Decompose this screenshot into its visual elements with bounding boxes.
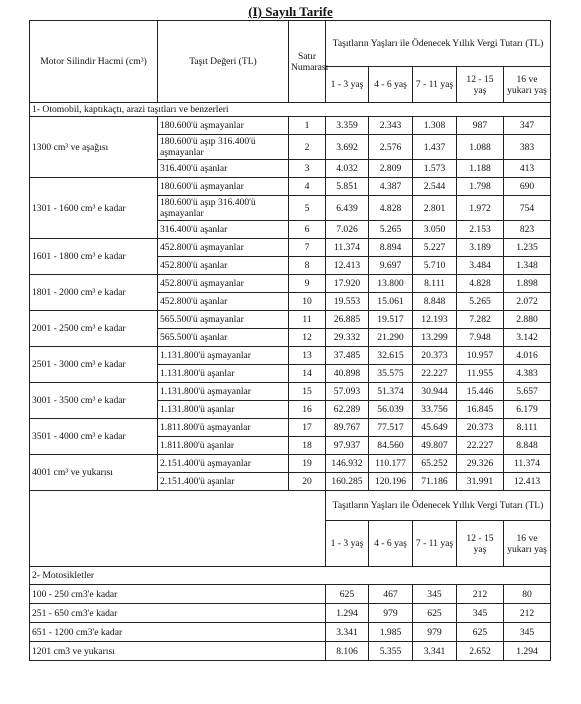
value-cell: 1.798 bbox=[457, 178, 504, 196]
deger-cell: 452.800'ü aşanlar bbox=[158, 293, 289, 311]
value-cell: 110.177 bbox=[369, 455, 413, 473]
value-cell: 21.290 bbox=[369, 329, 413, 347]
value-cell: 1.088 bbox=[457, 135, 504, 160]
deger-cell: 2.151.400'ü aşmayanlar bbox=[158, 455, 289, 473]
value-cell: 1.437 bbox=[413, 135, 457, 160]
value-cell: 22.227 bbox=[413, 365, 457, 383]
value-cell: 3.359 bbox=[326, 117, 369, 135]
value-cell: 8.111 bbox=[504, 419, 551, 437]
section-row bbox=[30, 103, 551, 117]
header-deger: Taşıt Değeri (TL) bbox=[158, 21, 289, 103]
value-cell: 17.920 bbox=[326, 275, 369, 293]
header-satir: Satır Numarası bbox=[289, 21, 326, 103]
value-cell: 383 bbox=[504, 135, 551, 160]
tax-table bbox=[29, 20, 551, 661]
value-cell: 35.575 bbox=[369, 365, 413, 383]
value-cell: 11.955 bbox=[457, 365, 504, 383]
deger-cell: 1.131.800'ü aşanlar bbox=[158, 401, 289, 419]
value-cell: 625 bbox=[457, 623, 504, 642]
value-cell: 8.848 bbox=[504, 437, 551, 455]
value-cell: 11.374 bbox=[326, 239, 369, 257]
table-row bbox=[30, 585, 551, 604]
value-cell: 4.383 bbox=[504, 365, 551, 383]
satir-cell: 20 bbox=[289, 473, 326, 491]
header-tutar: Taşıtların Yaşları ile Ödenecek Yıllık Vergi Tutarı (TL) bbox=[326, 21, 551, 67]
value-cell: 6.439 bbox=[326, 196, 369, 221]
value-cell: 5.657 bbox=[504, 383, 551, 401]
value-cell: 26.885 bbox=[326, 311, 369, 329]
satir-cell: 19 bbox=[289, 455, 326, 473]
value-cell: 1.348 bbox=[504, 257, 551, 275]
motor-cell: 4001 cm³ ve yukarısı bbox=[30, 455, 158, 491]
moto-label-cell: 100 - 250 cm3'e kadar bbox=[30, 585, 326, 604]
value-cell: 625 bbox=[413, 604, 457, 623]
value-cell: 2.576 bbox=[369, 135, 413, 160]
deger-cell: 565.500'ü aşmayanlar bbox=[158, 311, 289, 329]
motor-cell: 1801 - 2000 cm³ e kadar bbox=[30, 275, 158, 311]
value-cell: 20.373 bbox=[457, 419, 504, 437]
value-cell: 12.193 bbox=[413, 311, 457, 329]
value-cell: 467 bbox=[369, 585, 413, 604]
value-cell: 4.016 bbox=[504, 347, 551, 365]
deger-cell: 180.600'ü aşıp 316.400'ü aşmayanlar bbox=[158, 196, 289, 221]
value-cell: 5.265 bbox=[457, 293, 504, 311]
value-cell: 7.282 bbox=[457, 311, 504, 329]
page-title: (I) Sayılı Tarife bbox=[248, 4, 333, 19]
table-row bbox=[30, 275, 551, 293]
value-cell: 56.039 bbox=[369, 401, 413, 419]
deger-cell: 1.131.800'ü aşmayanlar bbox=[158, 347, 289, 365]
satir-cell: 15 bbox=[289, 383, 326, 401]
value-cell: 1.294 bbox=[504, 642, 551, 661]
value-cell: 2.809 bbox=[369, 160, 413, 178]
value-cell: 16.845 bbox=[457, 401, 504, 419]
satir-cell: 6 bbox=[289, 221, 326, 239]
value-cell: 5.710 bbox=[413, 257, 457, 275]
motor-cell: 2001 - 2500 cm³ e kadar bbox=[30, 311, 158, 347]
value-cell: 19.517 bbox=[369, 311, 413, 329]
value-cell: 347 bbox=[504, 117, 551, 135]
value-cell: 19.553 bbox=[326, 293, 369, 311]
motor-cell: 1601 - 1800 cm³ e kadar bbox=[30, 239, 158, 275]
value-cell: 3.341 bbox=[326, 623, 369, 642]
value-cell: 2.343 bbox=[369, 117, 413, 135]
table-row bbox=[30, 347, 551, 365]
value-cell: 120.196 bbox=[369, 473, 413, 491]
motor-cell: 3501 - 4000 cm³ e kadar bbox=[30, 419, 158, 455]
deger-cell: 452.800'ü aşmayanlar bbox=[158, 275, 289, 293]
satir-cell: 11 bbox=[289, 311, 326, 329]
table-row bbox=[30, 623, 551, 642]
satir-cell: 9 bbox=[289, 275, 326, 293]
value-cell: 2.544 bbox=[413, 178, 457, 196]
satir-cell: 3 bbox=[289, 160, 326, 178]
value-cell: 4.828 bbox=[369, 196, 413, 221]
value-cell: 1.188 bbox=[457, 160, 504, 178]
table-row bbox=[30, 604, 551, 623]
value-cell: 5.851 bbox=[326, 178, 369, 196]
satir-cell: 7 bbox=[289, 239, 326, 257]
value-cell: 8.848 bbox=[413, 293, 457, 311]
value-cell: 40.898 bbox=[326, 365, 369, 383]
section-row bbox=[30, 567, 551, 585]
table-row bbox=[30, 419, 551, 437]
value-cell: 6.179 bbox=[504, 401, 551, 419]
header-age: 1 - 3 yaş bbox=[326, 521, 369, 567]
motor-cell: 1301 - 1600 cm³ e kadar bbox=[30, 178, 158, 239]
satir-cell: 10 bbox=[289, 293, 326, 311]
value-cell: 3.484 bbox=[457, 257, 504, 275]
satir-cell: 12 bbox=[289, 329, 326, 347]
satir-cell: 16 bbox=[289, 401, 326, 419]
deger-cell: 180.600'ü aşıp 316.400'ü aşmayanlar bbox=[158, 135, 289, 160]
value-cell: 345 bbox=[413, 585, 457, 604]
value-cell: 754 bbox=[504, 196, 551, 221]
table-row bbox=[30, 642, 551, 661]
value-cell: 3.050 bbox=[413, 221, 457, 239]
header-age: 12 - 15 yaş bbox=[457, 521, 504, 567]
table-row bbox=[30, 311, 551, 329]
motor-cell: 2501 - 3000 cm³ e kadar bbox=[30, 347, 158, 383]
deger-cell: 1.811.800'ü aşanlar bbox=[158, 437, 289, 455]
value-cell: 2.652 bbox=[457, 642, 504, 661]
deger-cell: 2.151.400'ü aşanlar bbox=[158, 473, 289, 491]
header-age: 4 - 6 yaş bbox=[369, 67, 413, 103]
value-cell: 212 bbox=[504, 604, 551, 623]
satir-cell: 14 bbox=[289, 365, 326, 383]
deger-cell: 1.131.800'ü aşmayanlar bbox=[158, 383, 289, 401]
satir-cell: 13 bbox=[289, 347, 326, 365]
value-cell: 413 bbox=[504, 160, 551, 178]
value-cell: 146.932 bbox=[326, 455, 369, 473]
value-cell: 1.308 bbox=[413, 117, 457, 135]
satir-cell: 8 bbox=[289, 257, 326, 275]
value-cell: 7.026 bbox=[326, 221, 369, 239]
deger-cell: 452.800'ü aşanlar bbox=[158, 257, 289, 275]
deger-cell: 1.131.800'ü aşanlar bbox=[158, 365, 289, 383]
value-cell: 1.235 bbox=[504, 239, 551, 257]
deger-cell: 452.800'ü aşmayanlar bbox=[158, 239, 289, 257]
header-age: 7 - 11 yaş bbox=[413, 521, 457, 567]
table-row bbox=[30, 178, 551, 196]
header-motor: Motor Silindir Hacmi (cm³) bbox=[30, 21, 158, 103]
value-cell: 1.972 bbox=[457, 196, 504, 221]
value-cell: 979 bbox=[413, 623, 457, 642]
deger-cell: 316.400'ü aşanlar bbox=[158, 221, 289, 239]
value-cell: 9.697 bbox=[369, 257, 413, 275]
value-cell: 33.756 bbox=[413, 401, 457, 419]
value-cell: 8.894 bbox=[369, 239, 413, 257]
value-cell: 2.072 bbox=[504, 293, 551, 311]
deger-cell: 180.600'ü aşmayanlar bbox=[158, 178, 289, 196]
satir-cell: 5 bbox=[289, 196, 326, 221]
satir-cell: 1 bbox=[289, 117, 326, 135]
value-cell: 2.880 bbox=[504, 311, 551, 329]
value-cell: 2.153 bbox=[457, 221, 504, 239]
deger-cell: 316.400'ü aşanlar bbox=[158, 160, 289, 178]
deger-cell: 565.500'ü aşanlar bbox=[158, 329, 289, 347]
value-cell: 89.767 bbox=[326, 419, 369, 437]
motor-cell: 1300 cm³ ve aşağısı bbox=[30, 117, 158, 178]
deger-cell: 180.600'ü aşmayanlar bbox=[158, 117, 289, 135]
value-cell: 77.517 bbox=[369, 419, 413, 437]
value-cell: 30.944 bbox=[413, 383, 457, 401]
value-cell: 3.341 bbox=[413, 642, 457, 661]
value-cell: 11.374 bbox=[504, 455, 551, 473]
value-cell: 22.227 bbox=[457, 437, 504, 455]
value-cell: 10.957 bbox=[457, 347, 504, 365]
value-cell: 32.615 bbox=[369, 347, 413, 365]
deger-cell: 1.811.800'ü aşmayanlar bbox=[158, 419, 289, 437]
value-cell: 13.800 bbox=[369, 275, 413, 293]
value-cell: 625 bbox=[326, 585, 369, 604]
value-cell: 13.299 bbox=[413, 329, 457, 347]
value-cell: 8.111 bbox=[413, 275, 457, 293]
table-row bbox=[30, 239, 551, 257]
value-cell: 987 bbox=[457, 117, 504, 135]
header-age: 7 - 11 yaş bbox=[413, 67, 457, 103]
value-cell: 1.573 bbox=[413, 160, 457, 178]
value-cell: 20.373 bbox=[413, 347, 457, 365]
value-cell: 1.985 bbox=[369, 623, 413, 642]
value-cell: 5.355 bbox=[369, 642, 413, 661]
value-cell: 97.937 bbox=[326, 437, 369, 455]
value-cell: 4.032 bbox=[326, 160, 369, 178]
value-cell: 65.252 bbox=[413, 455, 457, 473]
value-cell: 71.186 bbox=[413, 473, 457, 491]
table-row bbox=[30, 455, 551, 473]
value-cell: 29.326 bbox=[457, 455, 504, 473]
value-cell: 8.106 bbox=[326, 642, 369, 661]
value-cell: 3.189 bbox=[457, 239, 504, 257]
moto-label-cell: 1201 cm3 ve yukarısı bbox=[30, 642, 326, 661]
value-cell: 31.991 bbox=[457, 473, 504, 491]
value-cell: 3.142 bbox=[504, 329, 551, 347]
value-cell: 5.227 bbox=[413, 239, 457, 257]
value-cell: 15.446 bbox=[457, 383, 504, 401]
value-cell: 345 bbox=[504, 623, 551, 642]
value-cell: 5.265 bbox=[369, 221, 413, 239]
table-row bbox=[30, 117, 551, 135]
value-cell: 4.828 bbox=[457, 275, 504, 293]
value-cell: 51.374 bbox=[369, 383, 413, 401]
value-cell: 37.485 bbox=[326, 347, 369, 365]
value-cell: 49.807 bbox=[413, 437, 457, 455]
value-cell: 1.898 bbox=[504, 275, 551, 293]
header-row bbox=[30, 491, 551, 521]
section-title: 2- Motosikletler bbox=[30, 567, 551, 585]
header-age: 16 ve yukarı yaş bbox=[504, 67, 551, 103]
section-title: 1- Otomobil, kaptıkaçtı, arazi taşıtları ve benzerleri bbox=[30, 103, 551, 117]
value-cell: 62.289 bbox=[326, 401, 369, 419]
value-cell: 823 bbox=[504, 221, 551, 239]
value-cell: 979 bbox=[369, 604, 413, 623]
satir-cell: 4 bbox=[289, 178, 326, 196]
blank-cell bbox=[30, 491, 326, 567]
header-tutar-2: Taşıtların Yaşları ile Ödenecek Yıllık Vergi Tutarı (TL) bbox=[326, 491, 551, 521]
value-cell: 160.285 bbox=[326, 473, 369, 491]
value-cell: 4.387 bbox=[369, 178, 413, 196]
header-age: 4 - 6 yaş bbox=[369, 521, 413, 567]
motor-cell: 3001 - 3500 cm³ e kadar bbox=[30, 383, 158, 419]
value-cell: 690 bbox=[504, 178, 551, 196]
value-cell: 12.413 bbox=[326, 257, 369, 275]
value-cell: 3.692 bbox=[326, 135, 369, 160]
value-cell: 80 bbox=[504, 585, 551, 604]
header-age: 1 - 3 yaş bbox=[326, 67, 369, 103]
value-cell: 12.413 bbox=[504, 473, 551, 491]
value-cell: 84.560 bbox=[369, 437, 413, 455]
moto-label-cell: 651 - 1200 cm3'e kadar bbox=[30, 623, 326, 642]
value-cell: 45.649 bbox=[413, 419, 457, 437]
value-cell: 7.948 bbox=[457, 329, 504, 347]
value-cell: 1.294 bbox=[326, 604, 369, 623]
value-cell: 15.061 bbox=[369, 293, 413, 311]
value-cell: 345 bbox=[457, 604, 504, 623]
table-row bbox=[30, 383, 551, 401]
value-cell: 212 bbox=[457, 585, 504, 604]
header-row bbox=[30, 21, 551, 67]
header-age: 12 - 15 yaş bbox=[457, 67, 504, 103]
value-cell: 2.801 bbox=[413, 196, 457, 221]
moto-label-cell: 251 - 650 cm3'e kadar bbox=[30, 604, 326, 623]
satir-cell: 18 bbox=[289, 437, 326, 455]
value-cell: 57.093 bbox=[326, 383, 369, 401]
value-cell: 29.332 bbox=[326, 329, 369, 347]
header-age: 16 ve yukarı yaş bbox=[504, 521, 551, 567]
satir-cell: 17 bbox=[289, 419, 326, 437]
satir-cell: 2 bbox=[289, 135, 326, 160]
